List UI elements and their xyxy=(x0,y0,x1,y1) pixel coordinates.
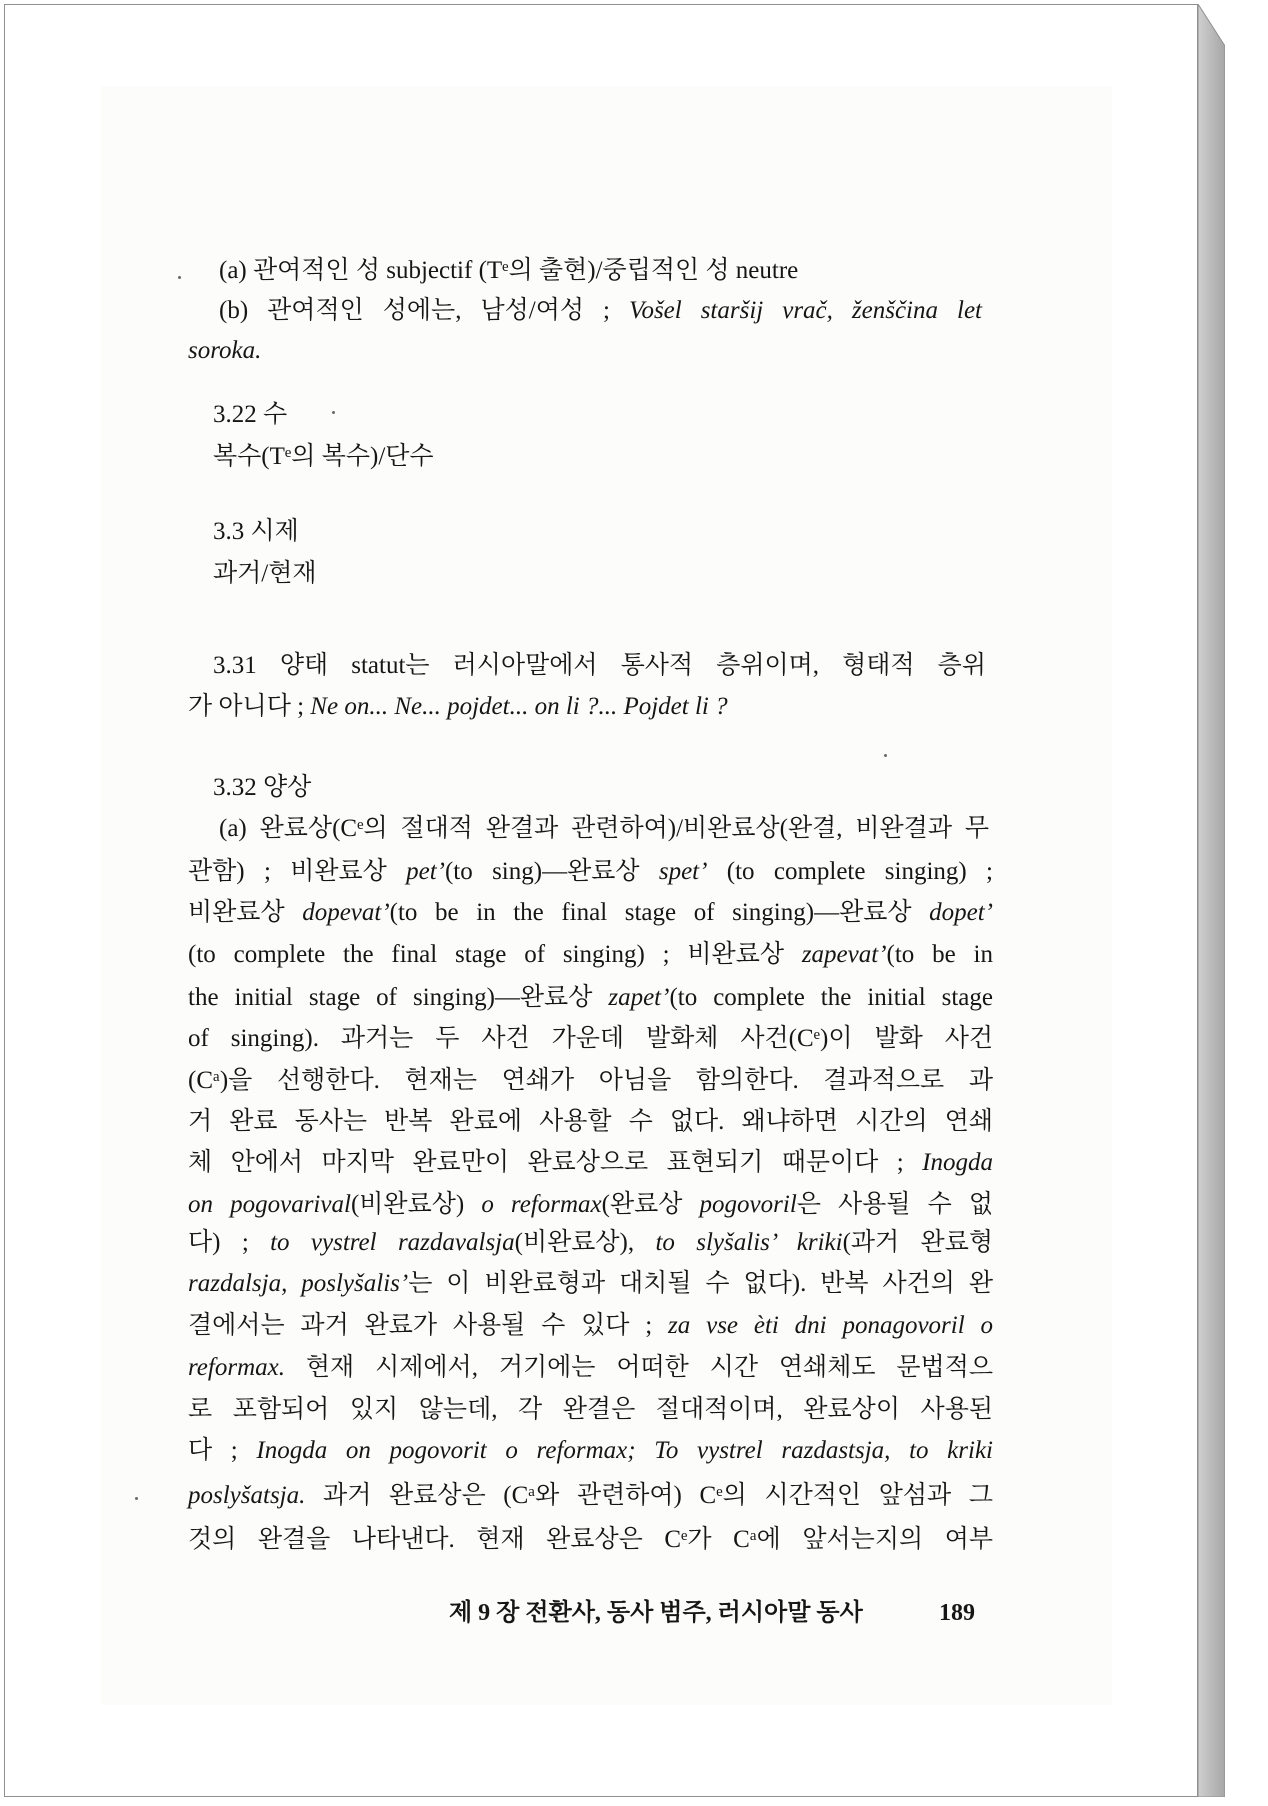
list-item-a xyxy=(219,251,798,291)
body-text: (Cᵃ)을 선행한다. 현재는 연쇄가 아님을 함의한다. 결과적으로 과 xyxy=(188,1067,993,1094)
body-text: (비완료상), xyxy=(514,1229,656,1256)
body-text: 과거/현재 xyxy=(213,560,317,587)
body-text: (to complete singing) ; xyxy=(707,858,993,885)
body-text: (a) 완료상(Cᵉ의 절대적 완결과 관련하여)/비완료상(완결, 비완결과 무 xyxy=(219,815,989,842)
paragraph-3-32-line xyxy=(188,1306,993,1346)
body-text: of singing). 과거는 두 사건 가운데 발화체 사건(Cᵉ)이 발화 사건 xyxy=(188,1025,993,1052)
russian-example-text: soroka. xyxy=(188,337,262,364)
paragraph-3-32-line xyxy=(188,1431,993,1471)
body-text: (to complete the final stage of singing) ; 비완료상 xyxy=(188,941,802,968)
body-text: 3.3 시제 xyxy=(213,518,299,545)
paragraph-3-32-line xyxy=(219,809,989,849)
russian-example-text: Ne on... Ne... pojdet... on li ?... Pojdet li ? xyxy=(310,693,728,720)
paragraph-3-31-line xyxy=(213,646,986,686)
list-item-b-continued xyxy=(188,331,261,371)
paragraph-3-32-line xyxy=(188,1223,993,1263)
body-text: 3.31 양태 statut는 러시아말에서 통사적 층위이며, 형태적 층위 xyxy=(213,652,986,679)
running-head: 제 9 장 전환사, 동사 범주, 러시아말 동사 xyxy=(449,1600,863,1626)
russian-example-text: o reformax xyxy=(481,1191,602,1218)
russian-example-text: Inogda on pogovorit o reformax; To vystrel razdastsja, to kriki xyxy=(256,1437,993,1464)
scan-speck xyxy=(178,276,181,279)
russian-example-text: poslyšatsja. xyxy=(188,1482,306,1509)
russian-example-text: to slyšalis’ kriki xyxy=(655,1229,843,1256)
russian-example-text: pet’ xyxy=(406,858,445,885)
scan-speck xyxy=(332,411,335,414)
body-text: the initial stage of singing)—완료상 xyxy=(188,984,609,1011)
russian-example-text: dopevat’ xyxy=(302,899,390,926)
body-text: (완료상 xyxy=(601,1191,700,1218)
body-text: (과거 완료형 xyxy=(842,1229,993,1256)
russian-example-text: pogovoril xyxy=(699,1191,797,1218)
russian-example-text: zapet’ xyxy=(608,984,670,1011)
heading-3-3 xyxy=(213,512,299,552)
paragraph-3-32-line xyxy=(188,1348,993,1388)
paragraph-3-32-line xyxy=(188,1264,993,1304)
body-text: 가 아니다 ; xyxy=(188,693,311,720)
russian-example-text: Inogda xyxy=(922,1149,993,1176)
body-text: (b) 관여적인 성에는, 남성/여성 ; xyxy=(219,297,629,324)
body-text: (to be in xyxy=(886,941,993,968)
russian-example-text: reformax. xyxy=(188,1354,285,1381)
page-number: 189 xyxy=(939,1600,975,1626)
paragraph-3-32-line xyxy=(188,1061,993,1101)
body-text: 거 완료 동사는 반복 완료에 사용할 수 없다. 왜냐하면 시간의 연쇄 xyxy=(188,1108,993,1135)
russian-example-text: on pogovarival xyxy=(188,1191,351,1218)
paragraph-3-32-line xyxy=(188,1185,993,1225)
paragraph-3-32-line xyxy=(188,852,993,892)
body-text: (to be in the final stage of singing)—완료상 xyxy=(389,899,930,926)
body-text: (to sing)—완료상 xyxy=(444,858,659,885)
body-text: 은 사용될 수 없 xyxy=(796,1191,993,1218)
russian-example-text: za vse èti dni ponagovoril o xyxy=(668,1312,993,1339)
russian-example-text: spet’ xyxy=(658,858,708,885)
heading-3-32 xyxy=(213,768,311,808)
body-text: (비완료상) xyxy=(350,1191,482,1218)
body-text: 복수(Tᵉ의 복수)/단수 xyxy=(213,443,434,470)
paragraph-3-32-line xyxy=(188,978,993,1018)
body-text: 것의 완결을 나타낸다. 현재 완료상은 Cᵉ가 Cᵃ에 앞서는지의 여부 xyxy=(188,1526,993,1553)
body-text: 다) ; xyxy=(188,1229,271,1256)
tense-values xyxy=(213,554,317,594)
heading-3-22 xyxy=(213,395,287,435)
russian-example-text: dopet’ xyxy=(929,899,993,926)
body-text: (a) 관여적인 성 subjectif (Tᵉ의 출현)/중립적인 성 neutre xyxy=(219,257,799,284)
paragraph-3-32-line xyxy=(188,1143,993,1183)
scan-speck xyxy=(135,1497,138,1500)
paragraph-3-32-line xyxy=(188,1520,993,1560)
body-text: 과거 완료상은 (Cᵃ와 관련하여) Cᵉ의 시간적인 앞섬과 그 xyxy=(305,1482,993,1509)
body-text: 현재 시제에서, 거기에는 어떠한 시간 연쇄체도 문법적으 xyxy=(284,1354,993,1381)
paragraph-3-32-line xyxy=(188,935,993,975)
paragraph-3-32-line xyxy=(188,1019,993,1059)
body-text: 관함) ; 비완료상 xyxy=(188,858,407,885)
body-text: 다 ; xyxy=(188,1437,257,1464)
scan-speck xyxy=(884,754,887,757)
paragraph-3-32-line xyxy=(188,893,993,933)
russian-example-text: to vystrel razdavalsja xyxy=(270,1229,515,1256)
body-text: 결에서는 과거 완료가 사용될 수 있다 ; xyxy=(188,1312,669,1339)
number-values xyxy=(213,437,434,477)
list-item-b xyxy=(219,291,982,331)
body-text: 로 포함되어 있지 않는데, 각 완결은 절대적이며, 완료상이 사용된 xyxy=(188,1396,993,1423)
body-text: 3.22 수 xyxy=(213,401,288,428)
paragraph-3-32-line xyxy=(188,1102,993,1142)
paragraph-3-32-line xyxy=(188,1390,993,1430)
body-text: 비완료상 xyxy=(188,899,303,926)
paragraph-3-32-line xyxy=(188,1476,993,1516)
body-text: (to complete the initial stage xyxy=(669,984,993,1011)
russian-example-text: zapevat’ xyxy=(801,941,887,968)
russian-example-text: Vošel staršij vrač, ženščina let xyxy=(628,297,982,324)
body-text: 는 이 비완료형과 대치될 수 없다). 반복 사건의 완 xyxy=(408,1270,993,1297)
russian-example-text: razdalsja, poslyšalis’ xyxy=(188,1270,409,1297)
paragraph-3-31-line xyxy=(188,687,728,727)
body-text: 3.32 양상 xyxy=(213,774,312,801)
body-text: 체 안에서 마지막 완료만이 완료상으로 표현되기 때문이다 ; xyxy=(188,1149,923,1176)
